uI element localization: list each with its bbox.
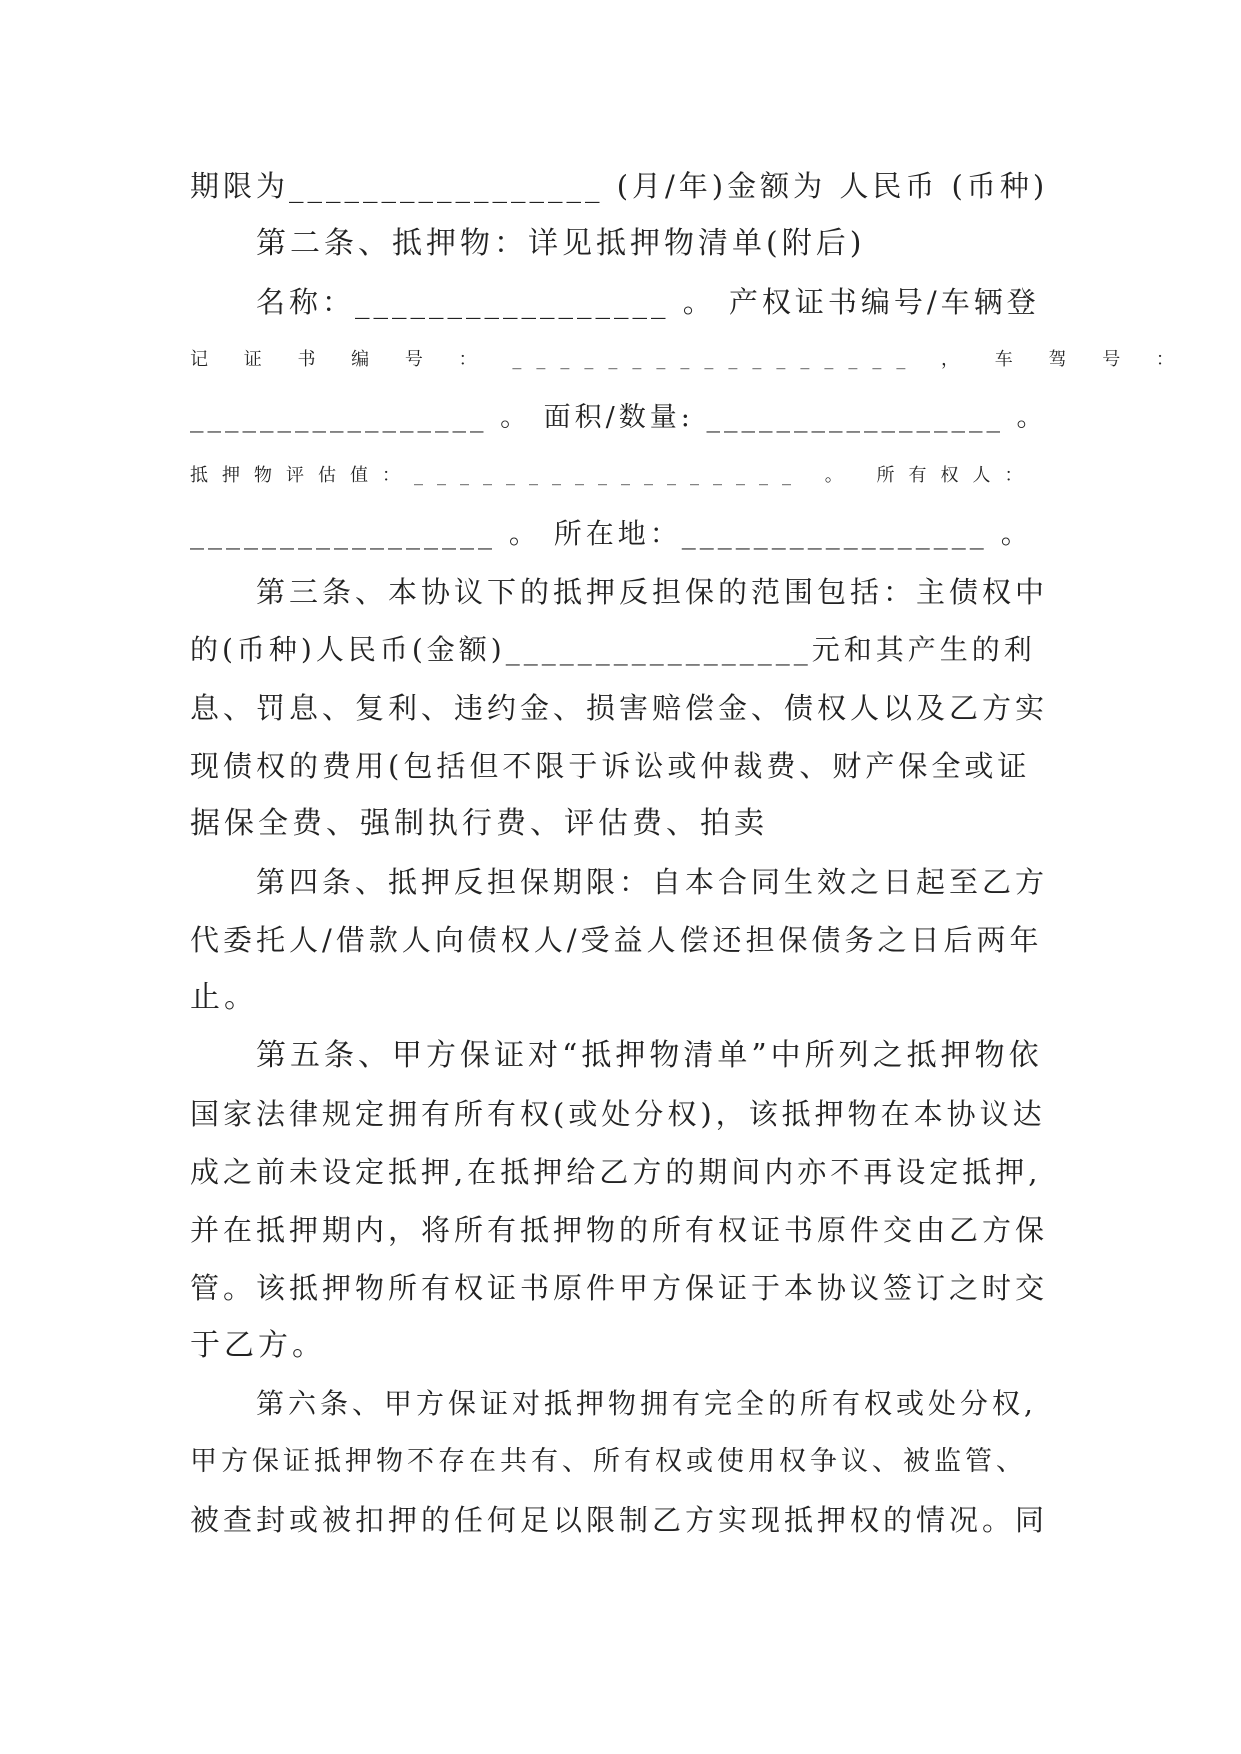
text-line: 第二条、抵押物：详见抵押物清单(附后) <box>256 226 866 261</box>
text-line: 现债权的费用(包括但不限于诉讼或仲裁费、财产保全或证 <box>190 749 1031 783</box>
text-line: 第四条、抵押反担保期限：自本合同生效之日起至乙方 <box>256 865 1049 899</box>
text-line: 息、罚息、复利、违约金、损害赔偿金、债权人以及乙方实 <box>190 691 1049 725</box>
text-line: 记 证 书 编 号 ： _________________ ， 车 驾 号 ： <box>190 349 1189 370</box>
text-line: 管。该抵押物所有权证书原件甲方保证于本协议签订之时交 <box>190 1271 1049 1305</box>
text-line: 成之前未设定抵押,在抵押给乙方的期间内亦不再设定抵押, <box>190 1155 1042 1189</box>
text-line: 被查封或被扣押的任何足以限制乙方实现抵押权的情况。同 <box>190 1503 1049 1537</box>
text-line: 第五条、甲方保证对“抵押物清单”中所列之抵押物依 <box>256 1038 1043 1073</box>
text-line: 名称：_________________ 。 产权证书编号/车辆登 <box>256 285 1040 319</box>
text-line: 第三条、本协议下的抵押反担保的范围包括：主债权中 <box>256 575 1049 609</box>
text-line: _________________ 。 面积/数量: _________________ 。 <box>190 402 1048 433</box>
text-line: 代委托人/借款人向债权人/受益人偿还担保债务之日后两年 <box>190 923 1043 957</box>
text-line: 抵押物评估值：_________________ 。 所有权人： <box>190 465 1037 486</box>
text-line: 甲方保证抵押物不存在共有、所有权或使用权争议、被监管、 <box>190 1446 1027 1477</box>
text-line: 期限为_________________ (月/年)金额为 人民币 (币种) <box>190 169 1049 203</box>
text-line: 的(币种)人民币(金额)_________________元和其产生的利 <box>190 633 1036 666</box>
text-line: _________________ 。 所在地：_________________ 。 <box>190 517 1033 550</box>
text-line: 据保全费、强制执行费、评估费、拍卖 <box>190 806 768 841</box>
text-line: 并在抵押期内，将所有抵押物的所有权证书原件交由乙方保 <box>190 1213 1049 1247</box>
text-line: 止。 <box>190 980 258 1015</box>
text-line: 第六条、甲方保证对抵押物拥有完全的所有权或处分权, <box>256 1387 1037 1420</box>
text-line: 于乙方。 <box>190 1328 326 1363</box>
text-line: 国家法律规定拥有所有权(或处分权)，该抵押物在本协议达 <box>190 1097 1046 1131</box>
